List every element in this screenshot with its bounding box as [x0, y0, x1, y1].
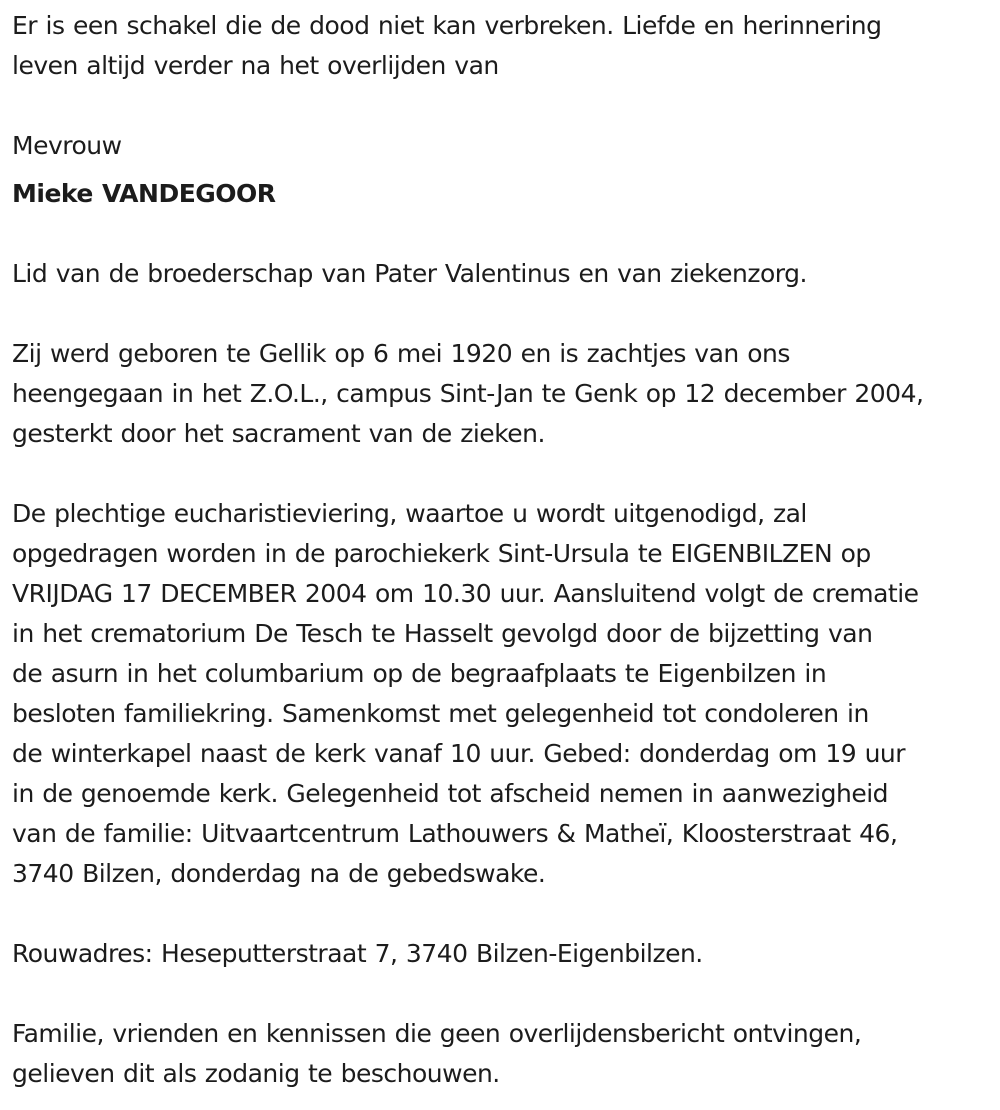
salutation	[12, 126, 998, 166]
ceremony-line: in het crematorium De Tesch te Hasselt gevolgd door de bijzetting van	[12, 619, 873, 648]
salutation-text: Mevrouw	[12, 131, 122, 160]
closing-paragraph	[12, 1014, 998, 1094]
intro-line: Er is een schakel die de dood niet kan verbreken. Liefde en herinnering	[12, 11, 882, 40]
deceased-name	[12, 174, 998, 214]
ceremony-line: De plechtige eucharistieviering, waartoe u wordt uitgenodigd, zal	[12, 499, 807, 528]
closing-line: gelieven dit als zodanig te beschouwen.	[12, 1059, 500, 1088]
ceremony-paragraph	[12, 494, 998, 894]
birth-death-line: gesterkt door het sacrament van de zieken.	[12, 419, 545, 448]
ceremony-line: de asurn in het columbarium op de begraafplaats te Eigenbilzen in	[12, 659, 827, 688]
address-paragraph	[12, 934, 998, 974]
intro-line: leven altijd verder na het overlijden van	[12, 51, 499, 80]
ceremony-line: besloten familiekring. Samenkomst met gelegenheid tot condoleren in	[12, 699, 869, 728]
ceremony-line: VRIJDAG 17 DECEMBER 2004 om 10.30 uur. Aansluitend volgt de crematie	[12, 579, 919, 608]
ceremony-line: opgedragen worden in de parochiekerk Sint-Ursula te EIGENBILZEN op	[12, 539, 871, 568]
closing-line: Familie, vrienden en kennissen die geen overlijdensbericht ontvingen,	[12, 1019, 862, 1048]
membership-text: Lid van de broederschap van Pater Valentinus en van ziekenzorg.	[12, 259, 807, 288]
birth-death-line: heengegaan in het Z.O.L., campus Sint-Jan te Genk op 12 december 2004,	[12, 379, 924, 408]
ceremony-line: van de familie: Uitvaartcentrum Lathouwers & Matheï, Kloosterstraat 46,	[12, 819, 898, 848]
deceased-name-text: Mieke VANDEGOOR	[12, 179, 276, 208]
address-text: Rouwadres: Heseputterstraat 7, 3740 Bilzen-Eigenbilzen.	[12, 939, 703, 968]
birth-death-paragraph	[12, 334, 998, 454]
intro-paragraph	[12, 6, 998, 86]
ceremony-line: in de genoemde kerk. Gelegenheid tot afscheid nemen in aanwezigheid	[12, 779, 889, 808]
membership-paragraph	[12, 254, 998, 294]
ceremony-line: de winterkapel naast de kerk vanaf 10 uur. Gebed: donderdag om 19 uur	[12, 739, 906, 768]
birth-death-line: Zij werd geboren te Gellik op 6 mei 1920 en is zachtjes van ons	[12, 339, 790, 368]
ceremony-line: 3740 Bilzen, donderdag na de gebedswake.	[12, 859, 546, 888]
